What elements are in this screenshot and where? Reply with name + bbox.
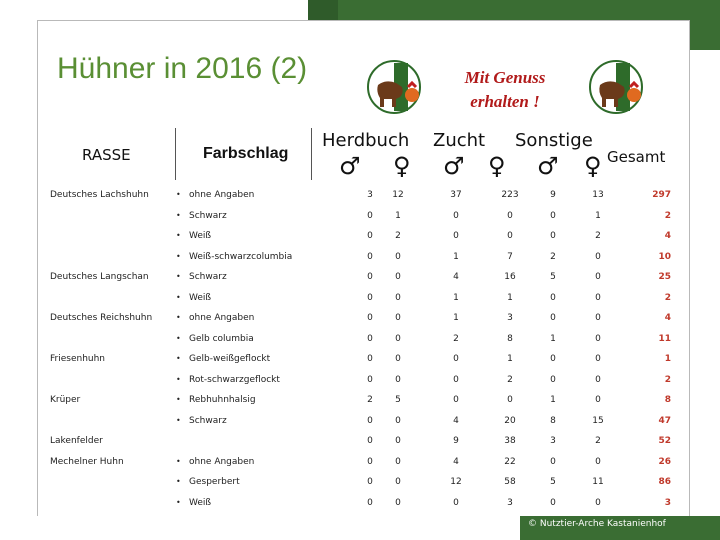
rasse-cell: Deutsches Lachshuhn [50, 190, 149, 200]
count-cell: 0 [550, 292, 556, 303]
count-cell: 8 [507, 333, 513, 344]
count-cell: 7 [507, 251, 513, 262]
count-cell: 5 [550, 272, 556, 282]
zucht-male-icon: ♂ [443, 152, 465, 180]
count-cell: 5 [550, 477, 556, 487]
logo-left-badge [368, 61, 420, 113]
rasse-cell: Deutsches Langschan [50, 272, 149, 282]
farbschlag-cell: Weiß [189, 497, 212, 508]
count-cell: 0 [367, 456, 373, 467]
count-cell: 38 [504, 436, 516, 446]
logo-text-1: Mit Genuss [464, 68, 546, 87]
farbschlag-cell: Weiß-schwarzcolumbia [189, 251, 293, 262]
col-farbschlag: Farbschlag [203, 145, 289, 162]
count-cell: 0 [367, 415, 373, 426]
slide-date: 31-05-2016 [524, 27, 588, 40]
bullet-icon: • [176, 456, 181, 466]
count-cell: 0 [453, 497, 459, 508]
count-cell: 0 [595, 313, 601, 323]
count-cell: 3 [367, 190, 373, 200]
count-cell: 0 [395, 415, 401, 426]
bullet-icon: • [176, 231, 181, 240]
count-cell: 16 [504, 272, 516, 282]
rasse-cell: Deutsches Reichshuhn [50, 313, 153, 323]
count-cell: 0 [595, 292, 601, 303]
farbschlag-cell: ohne Angaben [189, 456, 255, 467]
herdbuch-male-icon: ♂ [339, 152, 361, 180]
bullet-icon: • [176, 477, 181, 486]
header-divider-1 [175, 128, 176, 180]
bullet-icon: • [176, 374, 181, 384]
count-cell: 9 [550, 190, 556, 200]
count-cell: 1 [507, 292, 513, 303]
count-cell: 2 [453, 333, 459, 344]
count-cell: 1 [550, 333, 556, 344]
count-cell: 3 [550, 436, 556, 446]
count-cell: 0 [395, 436, 401, 446]
logo-right-badge [590, 61, 642, 113]
count-cell: 0 [550, 313, 556, 323]
count-cell: 223 [501, 190, 519, 200]
count-cell: 9 [453, 436, 459, 446]
total-cell: 4 [664, 313, 671, 323]
sonstige-male-icon: ♂ [537, 152, 559, 180]
count-cell: 1 [453, 292, 459, 303]
count-cell: 0 [595, 374, 601, 385]
count-cell: 2 [395, 231, 401, 241]
count-cell: 0 [595, 354, 601, 364]
count-cell: 0 [367, 497, 373, 508]
count-cell: 0 [367, 313, 373, 323]
count-cell: 0 [367, 231, 373, 241]
count-cell: 0 [453, 395, 459, 405]
count-cell: 0 [595, 497, 601, 508]
total-cell: 2 [664, 374, 671, 385]
count-cell: 1 [595, 210, 601, 221]
col-gesamt: Gesamt [607, 148, 666, 166]
count-cell: 0 [395, 497, 401, 508]
header-divider-2 [311, 128, 312, 180]
count-cell: 0 [453, 210, 459, 221]
copyright: © Nutztier-Arche Kastanienhof [528, 519, 666, 529]
total-cell: 3 [664, 497, 671, 508]
bullet-icon: • [176, 210, 181, 220]
total-cell: 1 [664, 354, 671, 364]
count-cell: 0 [367, 436, 373, 446]
farbschlag-cell: Schwarz [189, 210, 227, 221]
farbschlag-cell: Rot-schwarzgeflockt [189, 374, 280, 385]
count-cell: 0 [395, 292, 401, 303]
rasse-cell: Friesenhuhn [50, 354, 106, 364]
count-cell: 2 [595, 231, 601, 241]
count-cell: 0 [595, 251, 601, 262]
count-cell: 0 [550, 354, 556, 364]
count-cell: 0 [395, 354, 401, 364]
count-cell: 22 [504, 456, 516, 467]
count-cell: 0 [453, 354, 459, 364]
total-cell: 26 [658, 456, 671, 467]
count-cell: 0 [595, 272, 601, 282]
count-cell: 4 [453, 415, 459, 426]
herdbuch-female-icon: ♀ [393, 152, 411, 180]
count-cell: 3 [507, 313, 513, 323]
bullet-icon: • [176, 292, 181, 302]
count-cell: 1 [395, 210, 401, 221]
count-cell: 0 [395, 477, 401, 487]
count-cell: 2 [507, 374, 513, 385]
count-cell: 0 [595, 456, 601, 467]
total-cell: 11 [658, 333, 671, 344]
count-cell: 1 [507, 354, 513, 364]
bullet-icon: • [176, 395, 181, 404]
bullet-icon: • [176, 415, 181, 425]
count-cell: 20 [504, 415, 516, 426]
count-cell: 0 [395, 456, 401, 467]
total-cell: 52 [658, 436, 671, 446]
count-cell: 0 [395, 333, 401, 344]
bullet-icon: • [176, 272, 181, 281]
col-sonstige: Sonstige [515, 130, 593, 151]
logo-text-2: erhalten ! [470, 92, 540, 111]
count-cell: 0 [453, 374, 459, 385]
farbschlag-cell: Gelb columbia [189, 333, 254, 344]
total-cell: 86 [658, 477, 671, 487]
total-cell: 2 [664, 210, 671, 221]
count-cell: 0 [595, 395, 601, 405]
farbschlag-cell: Schwarz [189, 272, 227, 282]
rasse-cell: Krüper [50, 395, 81, 405]
count-cell: 37 [450, 190, 462, 200]
farbschlag-cell: ohne Angaben [189, 190, 255, 200]
rasse-cell: Mechelner Huhn [50, 456, 124, 467]
count-cell: 0 [367, 333, 373, 344]
count-cell: 0 [550, 456, 556, 467]
bullet-icon: • [176, 313, 181, 322]
count-cell: 1 [550, 395, 556, 405]
page-number: 9 [408, 27, 415, 40]
count-cell: 12 [392, 190, 404, 200]
count-cell: 8 [550, 415, 556, 426]
count-cell: 0 [395, 251, 401, 262]
count-cell: 0 [395, 374, 401, 385]
count-cell: 2 [367, 395, 373, 405]
count-cell: 12 [450, 477, 462, 487]
count-cell: 0 [367, 374, 373, 385]
sonstige-female-icon: ♀ [584, 152, 602, 180]
count-cell: 1 [453, 313, 459, 323]
total-cell: 4 [664, 231, 671, 241]
count-cell: 0 [367, 477, 373, 487]
count-cell: 13 [592, 190, 604, 200]
count-cell: 0 [550, 210, 556, 221]
count-cell: 0 [367, 210, 373, 221]
farbschlag-cell: Rebhuhnhalsig [189, 395, 256, 405]
count-cell: 0 [507, 231, 513, 241]
count-cell: 4 [453, 456, 459, 467]
rasse-cell: Lakenfelder [50, 436, 103, 446]
count-cell: 4 [453, 272, 459, 282]
bullet-icon: • [176, 190, 181, 199]
bullet-icon: • [176, 354, 181, 363]
count-cell: 5 [395, 395, 401, 405]
total-cell: 2 [664, 292, 671, 303]
bullet-icon: • [176, 251, 181, 261]
col-herdbuch: Herdbuch [322, 130, 410, 151]
count-cell: 0 [367, 354, 373, 364]
count-cell: 0 [367, 251, 373, 262]
count-cell: 58 [504, 477, 516, 487]
count-cell: 0 [367, 272, 373, 282]
count-cell: 0 [550, 374, 556, 385]
count-cell: 0 [453, 231, 459, 241]
total-cell: 8 [664, 395, 671, 405]
farbschlag-cell: Gelb-weißgeflockt [189, 354, 271, 364]
zucht-female-icon: ♀ [488, 152, 506, 180]
count-cell: 15 [592, 415, 604, 426]
total-cell: 25 [658, 272, 671, 282]
farbschlag-cell: Weiß [189, 231, 212, 241]
total-cell: 47 [658, 415, 671, 426]
total-cell: 297 [652, 190, 671, 200]
count-cell: 0 [550, 231, 556, 241]
count-cell: 0 [367, 292, 373, 303]
col-zucht: Zucht [433, 130, 486, 151]
farbschlag-cell: Schwarz [189, 415, 227, 426]
farbschlag-cell: Weiß [189, 292, 212, 303]
farbschlag-cell: ohne Angaben [189, 313, 255, 323]
count-cell: 0 [395, 272, 401, 282]
slide-title: Hühner in 2016 (2) [57, 52, 308, 85]
count-cell: 3 [507, 497, 513, 508]
kastanienhof-logo [366, 57, 656, 117]
bullet-icon: • [176, 497, 181, 507]
count-cell: 11 [592, 477, 604, 487]
farbschlag-cell: Gesperbert [189, 477, 240, 487]
count-cell: 1 [453, 251, 459, 262]
count-cell: 2 [595, 436, 601, 446]
count-cell: 0 [507, 210, 513, 221]
count-cell: 0 [395, 313, 401, 323]
total-cell: 10 [658, 251, 671, 262]
bullet-icon: • [176, 333, 181, 343]
count-cell: 0 [507, 395, 513, 405]
count-cell: 2 [550, 251, 556, 262]
col-rasse: RASSE [82, 146, 131, 164]
count-cell: 0 [550, 497, 556, 508]
count-cell: 0 [595, 333, 601, 344]
